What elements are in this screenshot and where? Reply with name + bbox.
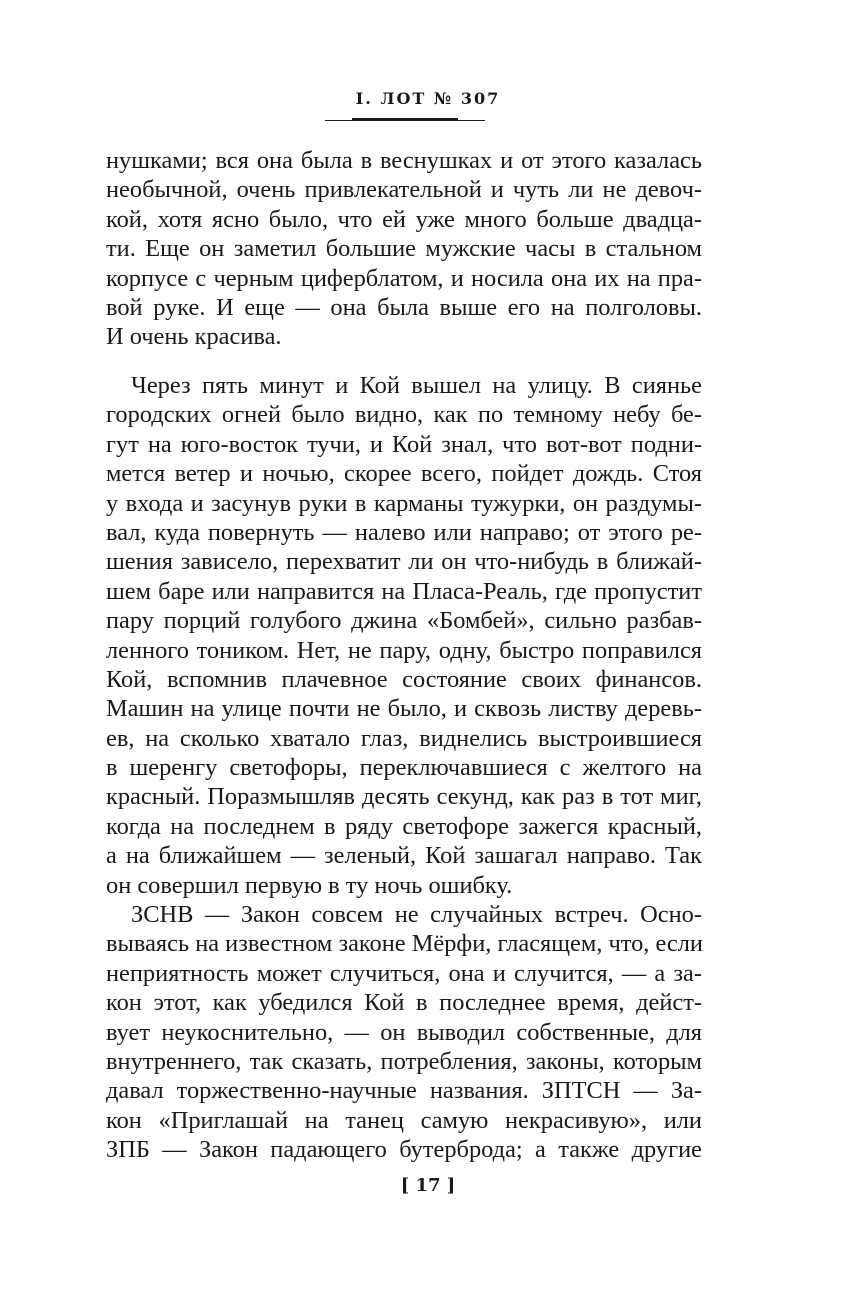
text-line: а на ближайшем — зеленый, Кой зашагал направо. Так bbox=[106, 842, 702, 870]
paragraph-1 bbox=[106, 146, 702, 352]
text-line: Машин на улице почти не было, и сквозь листву деревь- bbox=[106, 695, 702, 723]
text-line: давал торжественно-научные названия. ЗПТСН — За- bbox=[106, 1077, 702, 1105]
text-line: кой, хотя ясно было, что ей уже много больше двадца- bbox=[106, 205, 702, 233]
text-line: ев, на сколько хватало глаз, виднелись выстроившиеся bbox=[106, 724, 702, 752]
text-line: Через пять минут и Кой вышел на улицу. В сиянье bbox=[131, 372, 702, 399]
text-line: у входа и засунув руки в карманы тужурки, он раздумы- bbox=[106, 489, 702, 517]
page-number: [ 17 ] bbox=[400, 1175, 456, 1196]
text-line: кон этот, как убедился Кой в последнее время, дейст- bbox=[106, 989, 702, 1017]
text-line: ленного тоником. Нет, не пару, одну, быстро поправился bbox=[106, 636, 702, 664]
text-line: неприятность может случиться, она и случится, — а за- bbox=[106, 959, 702, 987]
text-line: вой руке. И еще — она была выше его на полголовы. bbox=[106, 293, 702, 321]
running-head: I. ЛОТ № 307 bbox=[355, 89, 501, 108]
text-line: вал, куда повернуть — налево или направо; от этого ре- bbox=[106, 518, 702, 546]
text-line: гут на юго-восток тучи, и Кой знал, что вот-вот подни- bbox=[106, 430, 702, 458]
text-line: корпусе с черным циферблатом, и носила она их на пра- bbox=[106, 264, 702, 292]
text-line: внутреннего, так сказать, потребления, законы, которым bbox=[106, 1047, 702, 1075]
text-line: вываясь на известном законе Мёрфи, гласящем, что, если bbox=[106, 930, 703, 958]
text-line: ЗПБ — Закон падающего бутерброда; а также другие bbox=[106, 1136, 702, 1164]
text-line: Кой, вспомнив плачевное состояние своих финансов. bbox=[106, 665, 702, 693]
text-line: нушками; вся она была в веснушках и от этого казалась bbox=[106, 147, 702, 174]
text-line: кон «Приглашай на танец самую некрасивую», или bbox=[106, 1106, 702, 1134]
text-line: мется ветер и ночью, скорее всего, пойдет дождь. Стоя bbox=[106, 460, 702, 488]
header-rule-thick bbox=[352, 118, 458, 121]
text-line: шем баре или направится на Пласа-Реаль, где пропустит bbox=[106, 577, 702, 605]
text-line: красный. Поразмышляв десять секунд, как раз в тот миг, bbox=[106, 783, 702, 811]
text-line: ти. Еще он заметил большие мужские часы в стальном bbox=[106, 235, 702, 263]
text-line: И очень красива. bbox=[106, 323, 282, 351]
text-line: в шеренгу светофоры, переключавшиеся с желтого на bbox=[106, 754, 702, 782]
text-line: городских огней было видно, как по темному небу бе- bbox=[106, 401, 702, 429]
text-line: пару порций голубого джина «Бомбей», сильно разбав- bbox=[106, 607, 702, 635]
text-line: он совершил первую в ту ночь ошибку. bbox=[106, 871, 513, 899]
paragraph-2-and-3 bbox=[106, 371, 702, 1165]
text-line: когда на последнем в ряду светофоре зажегся красный, bbox=[106, 812, 702, 840]
text-line: необычной, очень привлекательной и чуть ли не девоч- bbox=[106, 176, 702, 204]
text-line: шения зависело, перехватит ли он что-нибудь в ближай- bbox=[106, 548, 702, 576]
text-line: ЗСНВ — Закон совсем не случайных встреч. Осно- bbox=[131, 901, 702, 929]
text-line: вует неукоснительно, — он выводил собственные, для bbox=[106, 1018, 702, 1046]
